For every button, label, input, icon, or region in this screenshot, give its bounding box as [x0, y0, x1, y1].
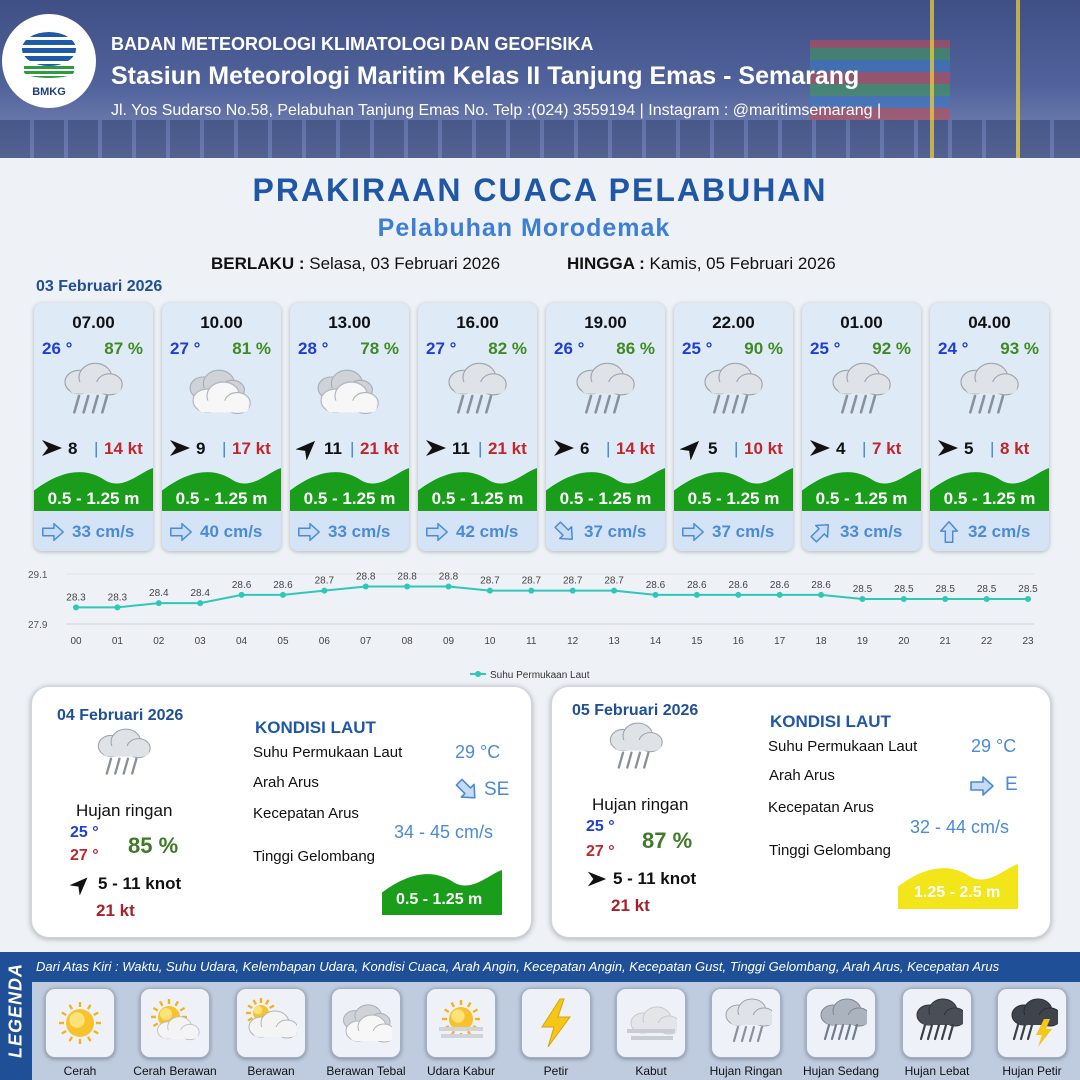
- x-tick-label: 15: [691, 636, 703, 647]
- air-temperature: 28 °: [298, 339, 329, 358]
- sst-label: Suhu Permukaan Laut: [768, 738, 918, 755]
- sst-point: [73, 604, 79, 610]
- x-tick-label: 18: [815, 636, 827, 647]
- sst-label: Suhu Permukaan Laut: [253, 744, 403, 761]
- wind-separator: |: [606, 439, 611, 458]
- page-title: PRAKIRAAN CUACA PELABUHAN: [252, 172, 828, 208]
- current-speed: 37 cm/s: [584, 522, 647, 541]
- wave-height: 0.5 - 1.25 m: [687, 489, 780, 508]
- hujan-ringan-icon: [826, 361, 896, 431]
- sst-point: [611, 588, 617, 594]
- current-speed-label: Kecepatan Arus: [768, 799, 874, 816]
- current-speed-value: 34 - 45 cm/s: [394, 822, 494, 842]
- sst-data-label: 28.8: [397, 571, 417, 583]
- hourly-card: [674, 303, 793, 551]
- sst-point: [984, 596, 990, 602]
- validity-to-label: HINGGA :: [567, 254, 645, 273]
- day-date: 04 Februari 2026: [57, 707, 184, 724]
- day-temp-min: 25 °: [586, 818, 615, 835]
- cerah-berawan-icon: [149, 997, 201, 1049]
- station-address: Jl. Yos Sudarso No.58, Pelabuhan Tanjung Emas No. Telp :(024) 3559194 | Instagram : @maritimsemarang |: [111, 102, 882, 119]
- air-temperature: 27 °: [426, 339, 457, 358]
- sst-data-label: 28.8: [438, 571, 459, 583]
- sst-point: [1025, 596, 1031, 602]
- legend-item-label: Hujan Sedang: [802, 1064, 880, 1078]
- current-speed: 32 cm/s: [968, 522, 1031, 541]
- current-direction-icon: [552, 519, 578, 545]
- logo-text: BMKG: [32, 86, 66, 98]
- sst-data-label: 28.6: [231, 579, 252, 591]
- station-name: Stasiun Meteorologi Maritim Kelas II Tanjung Emas - Semarang: [111, 62, 860, 90]
- wave-height: 0.5 - 1.25 m: [47, 489, 140, 508]
- validity-from-label: BERLAKU :: [211, 254, 305, 273]
- legend-item-label: Kabut: [635, 1064, 667, 1078]
- kabut-icon: [625, 997, 677, 1049]
- wind-arrow-icon: [296, 436, 320, 460]
- bmkg-logo: [2, 14, 96, 108]
- sst-point: [197, 600, 203, 606]
- day-wind-speed: 5 - 11 knot: [98, 874, 182, 893]
- sst-point: [528, 588, 534, 594]
- wind-separator: |: [350, 439, 355, 458]
- x-tick-label: 23: [1022, 636, 1034, 647]
- wind-separator: |: [222, 439, 227, 458]
- wave-height: 0.5 - 1.25 m: [175, 489, 268, 508]
- sst-point: [239, 592, 245, 598]
- wind-arrow-icon: [424, 436, 448, 460]
- legend-side-bar: [0, 952, 32, 1080]
- x-tick-label: 11: [526, 636, 537, 647]
- kondisi-laut-title: KONDISI LAUT: [255, 718, 376, 737]
- y-tick-label: 27.9: [28, 620, 48, 631]
- legend-item: [902, 988, 972, 1058]
- wind-arrow-icon: [168, 436, 192, 460]
- legend-item-label: Hujan Petir: [1002, 1064, 1062, 1078]
- wave-height: 0.5 - 1.25 m: [815, 489, 908, 508]
- udara-kabur-icon: [435, 997, 487, 1049]
- hujan-ringan-icon: [570, 361, 640, 431]
- day-wind-gust: 21 kt: [96, 901, 135, 920]
- air-temperature: 25 °: [810, 339, 841, 358]
- sst-point: [777, 592, 783, 598]
- sst-data-label: 28.7: [604, 575, 624, 587]
- humidity: 86 %: [616, 339, 655, 358]
- wind-speed: 5: [708, 439, 718, 458]
- wind-arrow-icon: [40, 436, 64, 460]
- current-speed: 37 cm/s: [712, 522, 775, 541]
- x-tick-label: 16: [732, 636, 744, 647]
- banner-decoration: [0, 120, 1080, 158]
- sst-series-line: [76, 587, 1028, 608]
- air-temperature: 25 °: [682, 339, 713, 358]
- humidity: 82 %: [488, 339, 527, 358]
- hujan-ringan-icon: [604, 721, 678, 795]
- sst-point: [859, 596, 865, 602]
- org-name: BADAN METEOROLOGI KLIMATOLOGI DAN GEOFISIKA: [111, 34, 594, 54]
- berawan-tebal-icon: [314, 361, 384, 431]
- x-tick-label: 05: [277, 636, 289, 647]
- sst-point: [114, 604, 120, 610]
- current-speed: 33 cm/s: [328, 522, 391, 541]
- sst-point: [487, 588, 493, 594]
- sst-point: [156, 600, 162, 606]
- legend-item-label: Cerah: [63, 1064, 97, 1078]
- day-wind-gust: 21 kt: [611, 896, 650, 915]
- wind-gust: 14 kt: [616, 439, 655, 458]
- legend-item-label: Petir: [543, 1064, 569, 1078]
- sst-data-label: 28.7: [314, 575, 335, 587]
- forecast-time: 04.00: [968, 313, 1011, 332]
- humidity: 87 %: [104, 339, 143, 358]
- wind-separator: |: [990, 439, 995, 458]
- x-tick-label: 03: [194, 636, 206, 647]
- sst-point: [942, 596, 948, 602]
- humidity: 81 %: [232, 339, 271, 358]
- wind-separator: |: [478, 439, 483, 458]
- wind-gust: 21 kt: [488, 439, 527, 458]
- x-tick-label: 12: [567, 636, 579, 647]
- legend-item: [331, 988, 401, 1058]
- wave-height: 0.5 - 1.25 m: [559, 489, 652, 508]
- wave-label: Tinggi Gelombang: [769, 842, 892, 859]
- wind-arrow-icon: [808, 436, 832, 460]
- sst-data-label: 28.5: [894, 584, 914, 595]
- day1-date: 03 Februari 2026: [36, 278, 163, 295]
- wave-height-value: 0.5 - 1.25 m: [396, 891, 483, 908]
- sst-point: [321, 588, 327, 594]
- legend-item-label: Hujan Lebat: [904, 1064, 970, 1078]
- sst-point: [901, 596, 907, 602]
- forecast-time: 13.00: [328, 313, 371, 332]
- sst-data-label: 28.6: [769, 579, 790, 591]
- current-speed: 33 cm/s: [840, 522, 903, 541]
- day-panel-04: [31, 686, 532, 938]
- sst-value: 29 °C: [971, 736, 1017, 756]
- wind-speed: 5: [964, 439, 974, 458]
- hourly-card: [34, 303, 153, 551]
- hujan-ringan-icon: [92, 727, 166, 801]
- legend-marker: [475, 671, 481, 677]
- hourly-card: [930, 303, 1049, 551]
- wind-speed: 4: [836, 439, 846, 458]
- wave-label: Tinggi Gelombang: [253, 848, 376, 865]
- humidity: 92 %: [872, 339, 911, 358]
- hujan-ringan-icon: [954, 361, 1024, 431]
- day-wind-speed: 5 - 11 knot: [613, 869, 697, 888]
- day-temp-max: 27 °: [70, 847, 99, 864]
- wave-height: 0.5 - 1.25 m: [431, 489, 524, 508]
- sst-point: [694, 592, 700, 598]
- header-banner: [0, 0, 1080, 158]
- air-temperature: 24 °: [938, 339, 969, 358]
- sst-data-label: 28.5: [1018, 584, 1038, 595]
- validity-from: [211, 254, 500, 274]
- wind-gust: 8 kt: [1000, 439, 1030, 458]
- sst-data-label: 28.4: [149, 588, 169, 600]
- current-speed-value: 32 - 44 cm/s: [910, 817, 1010, 837]
- wave-height-value: 1.25 - 2.5 m: [914, 884, 1001, 901]
- current-dir-value: E: [1005, 774, 1018, 795]
- day-date: 05 Februari 2026: [572, 702, 699, 719]
- hujan-ringan-icon: [698, 361, 768, 431]
- hujan-ringan-icon: [58, 361, 128, 431]
- wave-height: 0.5 - 1.25 m: [303, 489, 396, 508]
- current-dir-label: Arah Arus: [253, 774, 319, 791]
- wave-height: 0.5 - 1.25 m: [943, 489, 1036, 508]
- sst-point: [446, 584, 452, 590]
- hourly-card: [162, 303, 281, 551]
- sst-point: [735, 592, 741, 598]
- page-subtitle: Pelabuhan Morodemak: [377, 214, 671, 242]
- current-direction-icon: [168, 519, 194, 545]
- berawan-tebal-icon: [340, 997, 392, 1049]
- humidity: 93 %: [1000, 339, 1039, 358]
- x-tick-label: 06: [318, 636, 330, 647]
- sst-data-label: 28.6: [645, 579, 666, 591]
- x-tick-label: 13: [608, 636, 620, 647]
- current-speed: 40 cm/s: [200, 522, 263, 541]
- sst-line-chart: [20, 562, 1070, 687]
- hujan-ringan-icon: [720, 997, 772, 1049]
- legend-item-label: Cerah Berawan: [133, 1064, 217, 1078]
- sst-data-label: 28.7: [521, 575, 542, 587]
- x-tick-label: 14: [649, 636, 662, 647]
- legend-item-label: Hujan Ringan: [709, 1064, 783, 1078]
- sst-value: 29 °C: [455, 742, 501, 762]
- sst-data-label: 28.5: [935, 584, 955, 595]
- sst-data-label: 28.4: [190, 588, 210, 600]
- legend-item: [997, 988, 1067, 1058]
- sst-point: [363, 584, 369, 590]
- sst-data-label: 28.6: [273, 579, 293, 591]
- legend-item: [521, 988, 591, 1058]
- day-condition: Hujan ringan: [592, 795, 689, 814]
- legend-item: [806, 988, 876, 1058]
- wind-arrow-icon: [680, 436, 704, 460]
- current-speed: 42 cm/s: [456, 522, 519, 541]
- legend-title: LEGENDA: [5, 963, 26, 1059]
- x-tick-label: 22: [981, 636, 993, 647]
- hourly-card: [418, 303, 537, 551]
- current-direction-icon: [680, 519, 706, 545]
- sst-point: [818, 592, 824, 598]
- air-temperature: 26 °: [42, 339, 73, 358]
- legend-item-label: Berawan Tebal: [326, 1064, 406, 1078]
- forecast-time: 16.00: [456, 313, 499, 332]
- day-humidity: 85 %: [128, 833, 179, 858]
- x-tick-label: 07: [360, 636, 372, 647]
- kondisi-laut-title: KONDISI LAUT: [770, 712, 891, 731]
- current-direction-icon: [808, 519, 834, 545]
- legend-item: [45, 988, 115, 1058]
- forecast-time: 10.00: [200, 313, 243, 332]
- current-direction-icon: [968, 773, 996, 799]
- hourly-card: [290, 303, 409, 551]
- forecast-time: 22.00: [712, 313, 755, 332]
- day-condition: Hujan ringan: [76, 801, 173, 820]
- validity-to: [567, 254, 836, 274]
- current-direction-icon: [296, 519, 322, 545]
- x-tick-label: 00: [70, 636, 82, 647]
- hujan-lebat-icon: [911, 997, 963, 1049]
- hourly-card: [546, 303, 665, 551]
- sst-point: [280, 592, 286, 598]
- x-tick-label: 04: [236, 636, 248, 647]
- day-temp-max: 27 °: [586, 843, 615, 860]
- sst-data-label: 28.3: [66, 592, 86, 604]
- wind-separator: |: [862, 439, 867, 458]
- legend-description-strip: [32, 952, 1080, 982]
- wind-arrow-icon: [586, 868, 608, 890]
- wind-gust: 7 kt: [872, 439, 902, 458]
- sst-data-label: 28.5: [852, 584, 873, 595]
- sst-point: [652, 592, 658, 598]
- sst-point: [404, 584, 410, 590]
- legend-item: [140, 988, 210, 1058]
- sst-data-label: 28.7: [480, 575, 500, 587]
- current-speed-label: Kecepatan Arus: [253, 805, 359, 822]
- wind-gust: 21 kt: [360, 439, 399, 458]
- legend-item-label: Udara Kabur: [426, 1064, 496, 1078]
- forecast-time: 19.00: [584, 313, 627, 332]
- sst-data-label: 28.3: [107, 592, 128, 604]
- wind-separator: |: [734, 439, 739, 458]
- wind-speed: 8: [68, 439, 78, 458]
- y-tick-label: 29.1: [28, 570, 48, 581]
- x-tick-label: 21: [939, 636, 951, 647]
- current-direction-icon: [40, 519, 66, 545]
- petir-icon: [530, 997, 582, 1049]
- x-tick-label: 19: [856, 636, 868, 647]
- cerah-icon: [54, 997, 106, 1049]
- wind-speed: 6: [580, 439, 590, 458]
- banner-crane-decoration: [930, 0, 1020, 158]
- sst-data-label: 28.6: [811, 579, 831, 591]
- legend-item: [711, 988, 781, 1058]
- legend-series-name: Suhu Permukaan Laut: [490, 670, 590, 681]
- wind-speed: 11: [324, 439, 342, 458]
- hujan-ringan-icon: [442, 361, 512, 431]
- wind-gust: 10 kt: [744, 439, 783, 458]
- berawan-tebal-icon: [186, 361, 256, 431]
- wind-speed: 9: [196, 439, 206, 458]
- legend-item: [236, 988, 306, 1058]
- wind-separator: |: [94, 439, 99, 458]
- legend-item-label: Berawan: [247, 1064, 295, 1078]
- humidity: 90 %: [744, 339, 783, 358]
- current-direction-icon: [936, 519, 962, 545]
- wind-gust: 17 kt: [232, 439, 271, 458]
- day-panel-05: [551, 686, 1051, 938]
- berawan-icon: [245, 997, 297, 1049]
- current-direction-icon: [424, 519, 450, 545]
- sst-data-label: 28.5: [976, 584, 997, 595]
- sst-data-label: 28.7: [562, 575, 583, 587]
- x-tick-label: 10: [484, 636, 496, 647]
- legend-item: [426, 988, 496, 1058]
- hujan-sedang-icon: [815, 997, 867, 1049]
- wind-arrow-icon: [936, 436, 960, 460]
- sst-data-label: 28.8: [356, 571, 376, 583]
- legend-item: [616, 988, 686, 1058]
- x-tick-label: 01: [111, 636, 123, 647]
- x-tick-label: 17: [774, 636, 786, 647]
- x-tick-label: 08: [401, 636, 413, 647]
- humidity: 78 %: [360, 339, 399, 358]
- forecast-time: 07.00: [72, 313, 115, 332]
- wind-speed: 11: [452, 439, 470, 458]
- wind-arrow-icon: [70, 873, 92, 895]
- current-direction-icon: [453, 777, 481, 803]
- sst-point: [570, 588, 576, 594]
- air-temperature: 26 °: [554, 339, 585, 358]
- x-tick-label: 09: [442, 636, 455, 647]
- wind-gust: 14 kt: [104, 439, 143, 458]
- forecast-time: 01.00: [840, 313, 883, 332]
- hujan-petir-icon: [1006, 997, 1058, 1049]
- validity-to-value: Kamis, 05 Februari 2026: [649, 254, 836, 273]
- hourly-card: [802, 303, 921, 551]
- day-temp-min: 25 °: [70, 824, 99, 841]
- current-speed: 33 cm/s: [72, 522, 135, 541]
- current-dir-label: Arah Arus: [769, 767, 835, 784]
- x-tick-label: 02: [153, 636, 165, 647]
- wind-arrow-icon: [552, 436, 576, 460]
- sst-data-label: 28.6: [687, 579, 707, 591]
- legend-description: Dari Atas Kiri : Waktu, Suhu Udara, Kelembapan Udara, Kondisi Cuaca, Arah Angin, Kecepatan Angin, Kecepatan Gust, Tinggi Gelombang, Arah Arus, Kecepatan Arus: [36, 959, 1000, 974]
- sst-data-label: 28.6: [728, 579, 748, 591]
- current-dir-value: SE: [484, 779, 510, 800]
- day-humidity: 87 %: [642, 828, 693, 853]
- x-tick-label: 20: [898, 636, 910, 647]
- air-temperature: 27 °: [170, 339, 201, 358]
- validity-from-value: Selasa, 03 Februari 2026: [309, 254, 501, 273]
